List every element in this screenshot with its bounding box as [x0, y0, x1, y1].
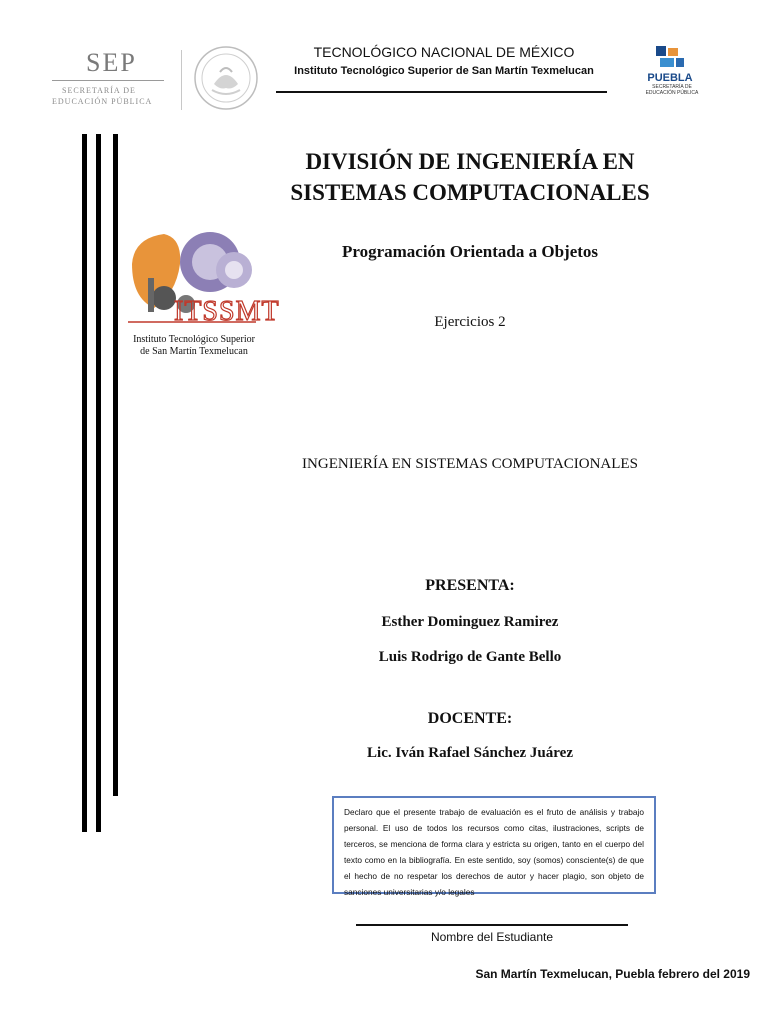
vertical-bar-2: [96, 134, 101, 832]
division-title-line1: DIVISIÓN DE INGENIERÍA EN: [305, 149, 635, 174]
teacher-name: Lic. Iván Rafael Sánchez Juárez: [367, 745, 573, 761]
svg-text:ITSSMT: ITSSMT: [174, 296, 280, 327]
place-date: San Martín Texmelucan, Puebla febrero del 2019: [475, 967, 750, 981]
presenta-label: PRESENTA:: [425, 577, 515, 594]
division-title-line2: SISTEMAS COMPUTACIONALES: [290, 180, 650, 205]
school-logo-caption-2: de San Martín Texmelucan: [140, 346, 248, 357]
division-title: [260, 146, 680, 208]
sep-logo-line2: EDUCACIÓN PÚBLICA: [52, 97, 153, 106]
header-rule: [276, 91, 607, 93]
puebla-logo-line2: EDUCACIÓN PÚBLICA: [645, 90, 699, 96]
puebla-logo-line1: SECRETARÍA DE: [652, 84, 692, 90]
puebla-logo-text: PUEBLA: [647, 72, 693, 84]
student-name: Luis Rodrigo de Gante Bello: [378, 649, 562, 665]
career-name: INGENIERÍA EN SISTEMAS COMPUTACIONALES: [302, 456, 638, 472]
sep-logo-line1: SECRETARÍA DE: [62, 86, 136, 95]
sep-logo-text: SEP: [86, 48, 137, 77]
student-name: Esther Dominguez Ramirez: [381, 614, 559, 630]
mexican-seal-icon: [192, 44, 260, 112]
declaration-box: Declaro que el presente trabajo de evaluación es el fruto de análisis y trabajo personal. El uso de todos los recursos como citas, ilustraciones, scripts de terceros, se menciona de forma clara y estricta su origen, tanto en el cuerpo del texto como en la bibliografía. En este sentido, soy (somos) consciente(s) de que el hecho de no respetar los derechos de autor y hacer plagio, son objeto de sanciones universitarias y/o legales: [332, 796, 656, 894]
itssmt-logo-icon: [124, 224, 280, 334]
vertical-bar-3: [113, 134, 118, 796]
signature-label: Nombre del Estudiante: [430, 930, 554, 944]
school-logo-caption-1: Instituto Tecnológico Superior: [133, 334, 255, 345]
institution-subtitle: Instituto Tecnológico Superior de San Martín Texmelucan: [294, 65, 594, 77]
exercise-label: Ejercicios 2: [434, 314, 506, 330]
subject-title: Programación Orientada a Objetos: [341, 242, 599, 261]
docente-label: DOCENTE:: [427, 710, 513, 727]
vertical-bar-1: [82, 134, 87, 832]
institution-title: TECNOLÓGICO NACIONAL DE MÉXICO: [313, 44, 575, 60]
sep-logo-rule: [52, 80, 164, 81]
logo-divider: [181, 50, 182, 110]
signature-line: [356, 924, 628, 926]
